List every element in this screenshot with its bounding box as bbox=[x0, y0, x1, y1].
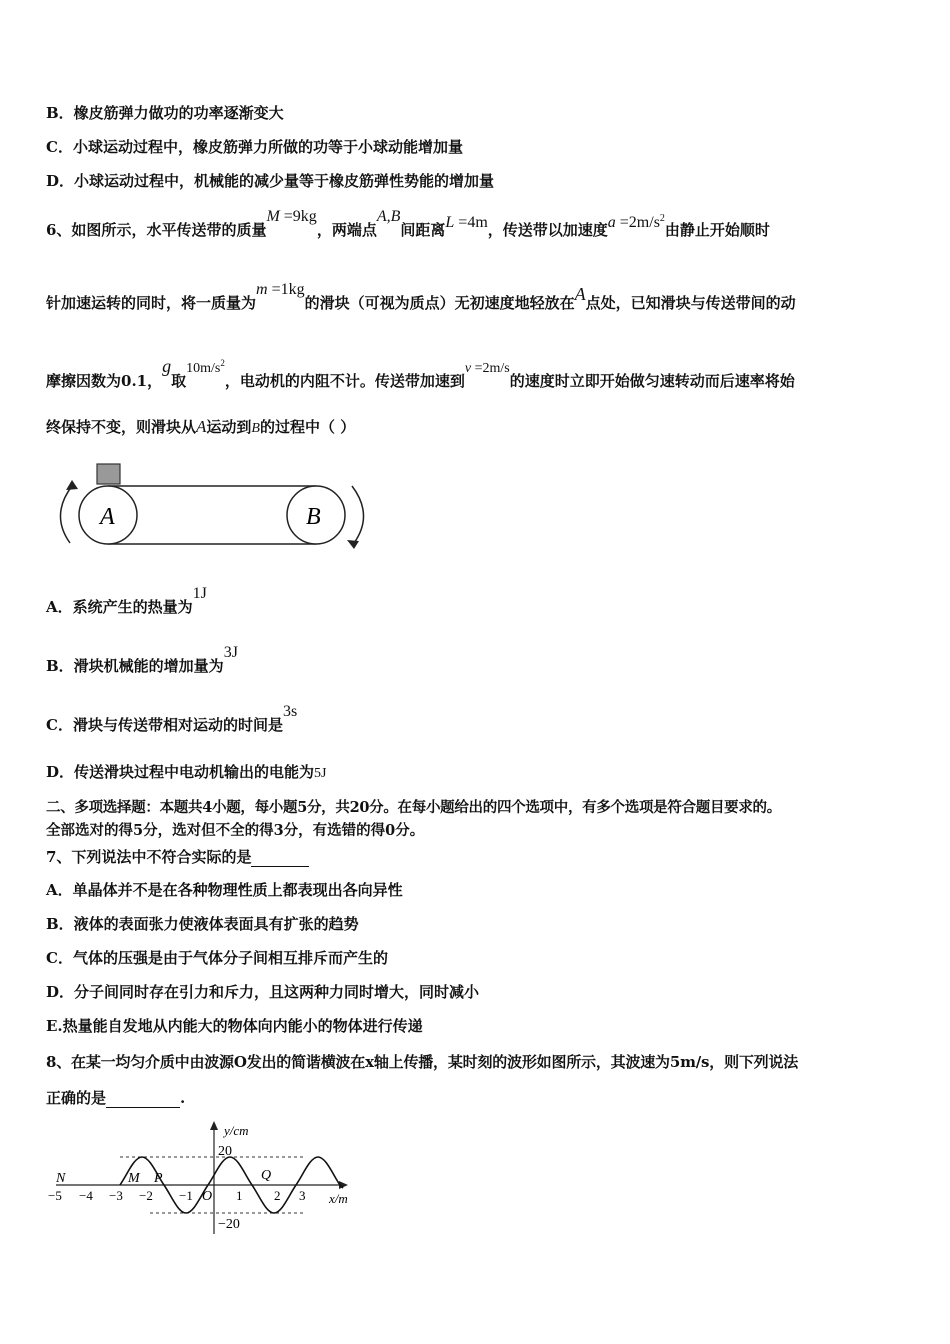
slider-block bbox=[97, 464, 120, 484]
rotation-arrow-left bbox=[60, 486, 72, 543]
y-axis-label: y/cm bbox=[224, 1123, 249, 1138]
x-tick-neg4: −4 bbox=[79, 1188, 93, 1203]
q5-option-b: B．橡皮筋弹力做功的功率逐渐变大 bbox=[46, 104, 284, 122]
x-tick-1: 1 bbox=[236, 1188, 243, 1203]
q7-option-e: E.热量能自发地从内能大的物体向内能小的物体进行传递 bbox=[46, 1017, 423, 1035]
q6-stem-line-3: 摩擦因数为0.1，g取$10m/s^2$，电动机的内阻不计。传送带加速到v =2m/s的速度时立即开始做匀速转动而后速率将始 bbox=[46, 356, 795, 390]
x-axis-label: x/m bbox=[329, 1191, 348, 1206]
y-axis-arrow bbox=[210, 1121, 218, 1130]
pulley-b-label: B bbox=[306, 504, 321, 530]
origin-label: O bbox=[202, 1189, 213, 1204]
q7-option-a: A．单晶体并不是在各种物理性质上都表现出各向异性 bbox=[46, 881, 403, 899]
conveyor-belt-figure bbox=[50, 458, 380, 558]
q6-option-c: C．滑块与传送带相对运动的时间是3s bbox=[46, 703, 298, 734]
q7-stem: 7、下列说法中不符合实际的是 bbox=[46, 846, 309, 867]
point-m-label: M bbox=[128, 1171, 140, 1186]
wave-figure bbox=[46, 1118, 366, 1240]
q6-option-a: A．系统产生的热量为1J bbox=[46, 585, 207, 616]
x-tick-neg5: −5 bbox=[48, 1188, 62, 1203]
arrowhead-left bbox=[66, 480, 78, 490]
q7-option-c: C．气体的压强是由于气体分子间相互排斥而产生的 bbox=[46, 949, 388, 967]
q6-option-d: D．传送滑块过程中电动机输出的电能为5J bbox=[46, 763, 327, 781]
x-tick-3: 3 bbox=[299, 1188, 306, 1203]
x-tick-neg3: −3 bbox=[109, 1188, 123, 1203]
y-tick-neg20: −20 bbox=[218, 1217, 240, 1232]
x-tick-neg1: −1 bbox=[179, 1188, 193, 1203]
q5-option-c: C．小球运动过程中，橡皮筋弹力所做的功等于小球动能增加量 bbox=[46, 138, 463, 156]
q7-answer-blank bbox=[251, 846, 309, 867]
q8-stem-line-1: 8、在某一均匀介质中由波源O发出的简谐横波在x轴上传播，某时刻的波形如图所示，其波速为5m/s，则下列说法 bbox=[46, 1053, 799, 1071]
section2-line-2: 全部选对的得5分，选对但不全的得3分，有选错的得0分。 bbox=[46, 822, 425, 839]
q7-option-d: D．分子间同时存在引力和斥力，且这两种力同时增大，同时减小 bbox=[46, 983, 480, 1001]
x-tick-neg2: −2 bbox=[139, 1188, 153, 1203]
rotation-arrow-right bbox=[352, 486, 364, 543]
q8-stem-line-2: 正确的是 . bbox=[46, 1089, 186, 1107]
q6-stem-line-2: 针加速运转的同时，将一质量为m =1kg的滑块（可视为质点）无初速度地轻放在A点处，已知滑块与传送带间的动 bbox=[46, 281, 796, 312]
q7-option-b: B．液体的表面张力使液体表面具有扩张的趋势 bbox=[46, 915, 359, 933]
q5-option-d: D．小球运动过程中，机械能的减少量等于橡皮筋弹性势能的增加量 bbox=[46, 172, 495, 190]
point-n-label: N bbox=[56, 1171, 66, 1186]
point-q-label: Q bbox=[261, 1168, 272, 1183]
q8-answer-blank bbox=[106, 1087, 180, 1108]
x-tick-2: 2 bbox=[274, 1188, 281, 1203]
arrowhead-right bbox=[347, 540, 359, 549]
q6-stem-line-4: 终保持不变，则滑块从A运动到B的过程中（ ） bbox=[46, 417, 356, 436]
point-p-label: P bbox=[154, 1171, 163, 1186]
section2-line-1: 二、多项选择题：本题共4小题，每小题5分，共20分。在每小题给出的四个选项中，有多个选项是符合题目要求的。 bbox=[46, 799, 781, 816]
pulley-a-label: A bbox=[100, 504, 115, 530]
q6-option-b: B．滑块机械能的增加量为3J bbox=[46, 644, 238, 675]
y-tick-20: 20 bbox=[218, 1144, 232, 1159]
q6-stem-line-1: 6、如图所示，水平传送带的质量M =9kg，两端点A,B间距离L =4m，传送带以加速度$a =2m/s^2$由静止开始顺时 bbox=[46, 208, 770, 239]
